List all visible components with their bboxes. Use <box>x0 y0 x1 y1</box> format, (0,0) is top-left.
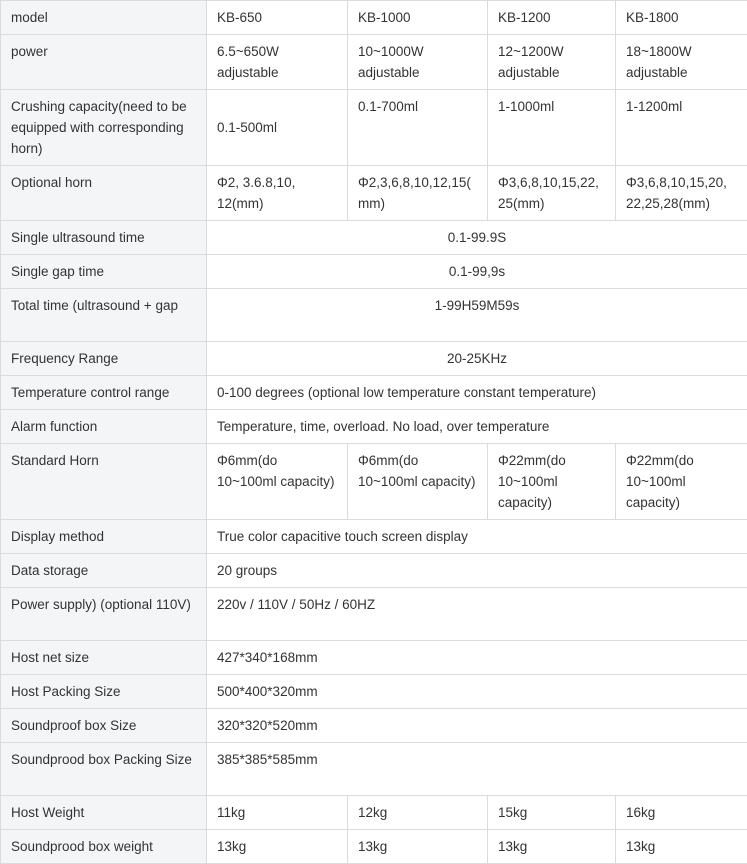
cell-value: 16kg <box>616 796 747 830</box>
row-label: Single gap time <box>1 255 207 289</box>
cell-value: True color capacitive touch screen display <box>207 520 747 554</box>
row-data-storage <box>1 554 747 588</box>
row-power <box>1 35 747 90</box>
row-power-supply <box>1 588 747 641</box>
cell-value: Φ6mm(do 10~100ml capacity) <box>207 444 348 520</box>
row-optional-horn <box>1 166 747 221</box>
cell-value: 12kg <box>348 796 488 830</box>
cell-value: 1-1000ml <box>488 90 616 166</box>
row-total-time <box>1 289 747 342</box>
cell-value: 0.1-99,9s <box>207 255 747 289</box>
model-name: KB-1200 <box>488 1 616 35</box>
row-label: Display method <box>1 520 207 554</box>
cell-value: 220v / 110V / 50Hz / 60HZ <box>207 588 747 641</box>
row-display-method <box>1 520 747 554</box>
row-soundproof-box-packing-size <box>1 743 747 796</box>
cell-value: Φ3,6,8,10,15,22, 25(mm) <box>488 166 616 221</box>
cell-value: Φ6mm(do 10~100ml capacity) <box>348 444 488 520</box>
row-label: Soundproof box Size <box>1 709 207 743</box>
cell-value: Φ2,3,6,8,10,12,15( mm) <box>348 166 488 221</box>
cell-value: 20 groups <box>207 554 747 588</box>
cell-value: 385*385*585mm <box>207 743 747 796</box>
cell-value: 13kg <box>616 830 747 864</box>
row-model <box>1 1 747 35</box>
row-label: Host Packing Size <box>1 675 207 709</box>
row-label: Soundprood box Packing Size <box>1 743 207 796</box>
model-name: KB-1000 <box>348 1 488 35</box>
cell-value: 10~1000W adjustable <box>348 35 488 90</box>
cell-value: Φ22mm(do 10~100ml capacity) <box>488 444 616 520</box>
row-temperature-control-range <box>1 376 747 410</box>
row-label: power <box>1 35 207 90</box>
row-single-gap-time <box>1 255 747 289</box>
row-label: Single ultrasound time <box>1 221 207 255</box>
row-host-packing-size <box>1 675 747 709</box>
row-label: Soundprood box weight <box>1 830 207 864</box>
cell-value: 13kg <box>348 830 488 864</box>
cell-value: 0-100 degrees (optional low temperature constant temperature) <box>207 376 747 410</box>
cell-value: 1-1200ml <box>616 90 747 166</box>
row-label: Host net size <box>1 641 207 675</box>
row-label: Optional horn <box>1 166 207 221</box>
cell-value: 18~1800W adjustable <box>616 35 747 90</box>
cell-value: 13kg <box>488 830 616 864</box>
model-name: KB-650 <box>207 1 348 35</box>
cell-value: 20-25KHz <box>207 342 747 376</box>
cell-value: 1-99H59M59s <box>207 289 747 342</box>
cell-value: 0.1-700ml <box>348 90 488 166</box>
row-soundproof-box-size <box>1 709 747 743</box>
row-label: Alarm function <box>1 410 207 444</box>
row-host-weight <box>1 796 747 830</box>
row-soundproof-box-weight <box>1 830 747 864</box>
cell-value: 427*340*168mm <box>207 641 747 675</box>
row-label: Temperature control range <box>1 376 207 410</box>
row-alarm-function <box>1 410 747 444</box>
cell-value: 500*400*320mm <box>207 675 747 709</box>
row-label: Crushing capacity(need to be equipped with corresponding horn) <box>1 90 207 166</box>
cell-value: 320*320*520mm <box>207 709 747 743</box>
cell-value: Φ22mm(do 10~100ml capacity) <box>616 444 747 520</box>
row-host-net-size <box>1 641 747 675</box>
row-crushing-capacity <box>1 90 747 166</box>
row-label: Total time (ultrasound + gap <box>1 289 207 342</box>
row-label: Frequency Range <box>1 342 207 376</box>
row-label: Standard Horn <box>1 444 207 520</box>
cell-value: 6.5~650W adjustable <box>207 35 348 90</box>
cell-value: 15kg <box>488 796 616 830</box>
row-frequency-range <box>1 342 747 376</box>
model-name: KB-1800 <box>616 1 747 35</box>
cell-value: Φ3,6,8,10,15,20, 22,25,28(mm) <box>616 166 747 221</box>
cell-value: 12~1200W adjustable <box>488 35 616 90</box>
row-label: Host Weight <box>1 796 207 830</box>
row-label: model <box>1 1 207 35</box>
cell-value: 11kg <box>207 796 348 830</box>
cell-value: Φ2, 3.6.8,10, 12(mm) <box>207 166 348 221</box>
row-label: Data storage <box>1 554 207 588</box>
row-single-ultrasound-time <box>1 221 747 255</box>
row-standard-horn <box>1 444 747 520</box>
cell-value: 0.1-99.9S <box>207 221 747 255</box>
row-label: Power supply) (optional 110V) <box>1 588 207 641</box>
cell-value: Temperature, time, overload. No load, over temperature <box>207 410 747 444</box>
cell-value: 13kg <box>207 830 348 864</box>
cell-value: 0.1-500ml <box>207 90 348 166</box>
